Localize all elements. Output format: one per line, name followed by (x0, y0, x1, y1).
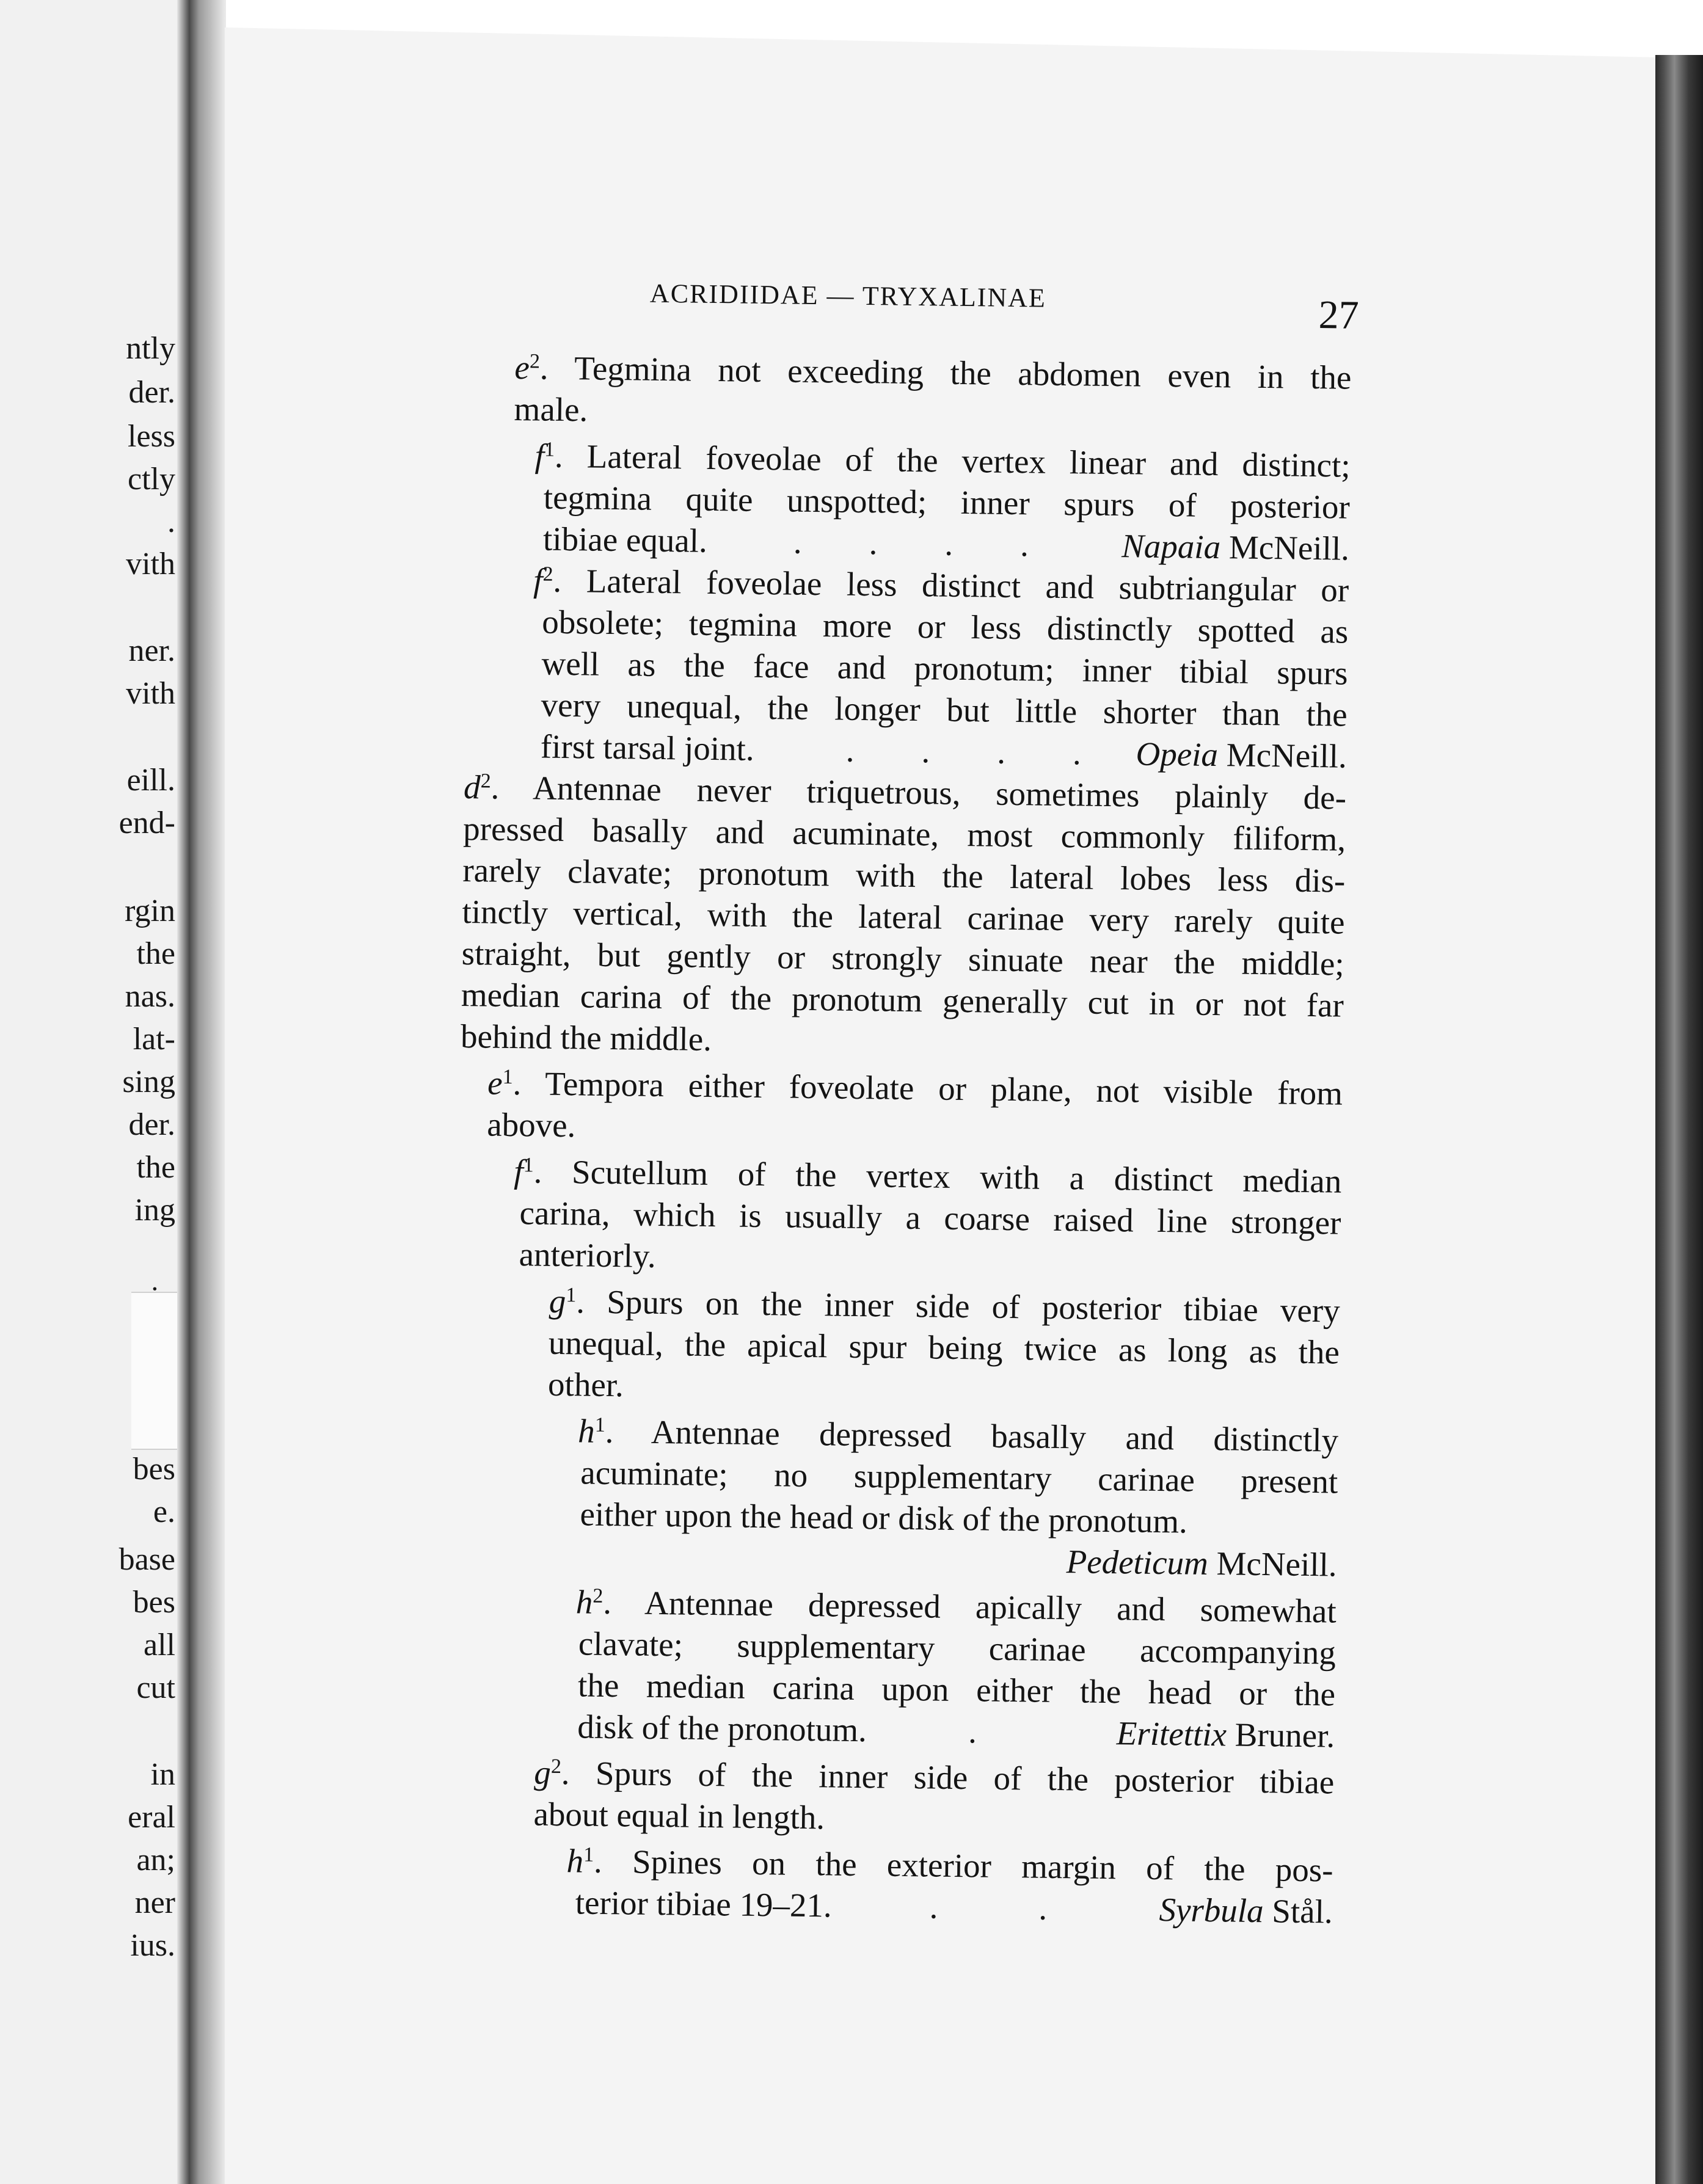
key-line: $f^1$. Lateral foveolae of the vertex linear and distinct; (534, 437, 1351, 484)
entry-text: pressed basally and acuminate, most commonly filiform, (462, 810, 1346, 858)
key-number: 1 (544, 438, 555, 461)
key-line: tibiae equal. . . . . Napaia McNeill. (542, 520, 1350, 567)
entry-text: clavate; supplementary carinae accompanying (578, 1625, 1337, 1672)
left-page-fragment: ius. (130, 1928, 175, 1963)
key-line: $h^1$. Spines on the exterior margin of the pos- (566, 1842, 1333, 1889)
left-page-fragment: end- (119, 806, 175, 840)
left-page-fragment: sing (122, 1065, 175, 1099)
entry-text: Lateral foveolae less distinct and subtriangular or (586, 562, 1349, 609)
page-number: 27 (1318, 293, 1360, 338)
genus-author: Bruner. (1234, 1716, 1335, 1755)
left-page-fragment: the (136, 1150, 175, 1185)
entry-text: Lateral foveolae of the vertex linear and distinct; (586, 437, 1351, 484)
entry-text: Tempora either foveolate or plane, not visible from (544, 1065, 1343, 1112)
genus-name: Syrbula (1159, 1891, 1264, 1930)
left-page-fragment: less (128, 419, 175, 454)
entry-text: tibiae equal. (542, 520, 708, 559)
key-line (514, 391, 588, 428)
genus-name: Eritettix (1116, 1714, 1227, 1753)
entry-text: behind the middle. (460, 1017, 712, 1058)
entry-text: unequal, the apical spur being twice as long as the (548, 1323, 1340, 1371)
left-page-fragment: ing (134, 1193, 175, 1228)
key-number: 2 (593, 1584, 604, 1607)
key-line: $h^1$. Antennae depressed basally and distinctly (577, 1412, 1339, 1459)
entry-text: first tarsal joint. (540, 727, 755, 768)
key-line (544, 479, 1351, 526)
key-letter: d (463, 768, 481, 806)
left-page-fragment: bes (133, 1452, 175, 1487)
entry-text: Scutellum of the vertex with a distinct median (571, 1153, 1342, 1200)
left-page-fragment: der. (128, 375, 175, 410)
genus-author: McNeill. (1216, 1545, 1338, 1584)
left-page-fragment: vith (126, 547, 175, 581)
left-page-fragment: cut (136, 1670, 175, 1705)
left-page-fragment: ctly (128, 462, 175, 497)
key-letter: h (566, 1842, 584, 1880)
running-head: ACRIDIIDAE — TRYXALINAE (649, 278, 1047, 313)
left-page-fragment: . (167, 504, 175, 539)
key-line: $f^2$. Lateral foveolae less distinct and subtriangular or (533, 561, 1349, 609)
entry-text: Antennae depressed apically and somewhat (644, 1584, 1337, 1630)
key-line (580, 1496, 1187, 1540)
key-line: first tarsal joint. . . . . Opeia McNeill. (540, 727, 1347, 775)
left-page-fragment: all (144, 1628, 175, 1662)
key-letter: f (534, 437, 545, 475)
genus-name: Opeia (1136, 735, 1219, 774)
left-page-fragment: lat- (133, 1022, 175, 1057)
key-line (519, 1236, 656, 1275)
left-page-fragment: eral (128, 1800, 175, 1835)
genus-author: McNeill. (1228, 528, 1350, 567)
entry-text: above. (486, 1105, 576, 1145)
key-line (578, 1667, 1336, 1713)
entry-text: anteriorly. (519, 1236, 657, 1275)
key-line: $h^2$. Antennae depressed apically and somewhat (575, 1583, 1337, 1630)
left-page-fragment: the (136, 936, 175, 971)
key-line: $g^2$. Spurs of the inner side of the posterior tibiae (534, 1753, 1335, 1801)
left-page-fragment: der. (128, 1107, 175, 1142)
key-letter: e (514, 348, 530, 387)
entry-text: male. (514, 390, 588, 429)
entry-text: Spurs on the inner side of posterior tibiae very (606, 1283, 1341, 1330)
entry-text: the median carina upon either the head or the (577, 1666, 1336, 1713)
entry-text: acuminate; no supplementary carinae present (580, 1454, 1338, 1501)
genus-name: Pedeticum (1066, 1543, 1209, 1582)
key-line (461, 935, 1344, 983)
genus-name: Napaia (1121, 527, 1221, 566)
left-page-fragment: vith (126, 676, 175, 711)
key-number: 1 (502, 1065, 513, 1089)
key-number: 1 (594, 1413, 606, 1436)
key-line (462, 852, 1346, 900)
key-line: $e^1$. Tempora either foveolate or plane, not visible from (487, 1064, 1343, 1112)
key-line (549, 1325, 1340, 1371)
entry-text: other. (547, 1365, 624, 1404)
key-line (541, 687, 1347, 733)
key-line (578, 1625, 1337, 1671)
entry-text: Antennae never triquetrous, sometimes plainly de- (532, 769, 1347, 817)
key-line (541, 646, 1348, 692)
key-line: terior tibiae 19–21. . . Syrbula Stål. (575, 1884, 1333, 1931)
key-number: 2 (550, 1755, 562, 1778)
left-page-fragment: ntly (126, 331, 175, 366)
genus-author: Stål. (1272, 1892, 1333, 1931)
left-page-fragment: nas. (125, 979, 175, 1014)
key-number: 1 (566, 1284, 577, 1307)
key-number: 2 (480, 770, 491, 793)
key-letter: g (534, 1753, 552, 1791)
entry-text: either upon the head or disk of the pronotum. (580, 1495, 1188, 1540)
left-page-fragment: an; (136, 1843, 175, 1877)
left-page-fragment: base (119, 1542, 175, 1577)
key-line (548, 1366, 624, 1404)
entry-text: Antennae depressed basally and distinctly (651, 1413, 1339, 1459)
key-number: 1 (523, 1154, 534, 1177)
key-line (463, 810, 1346, 858)
key-line: disk of the pronotum. . Eritettix Bruner. (577, 1708, 1335, 1755)
entry-text: tinctly vertical, with the lateral carinae very rarely quite (462, 893, 1345, 941)
key-line (487, 1107, 576, 1145)
entry-text: median carina of the pronotum generally cut in or not far (461, 975, 1344, 1024)
entry-text: straight, but gently or strongly sinuate near the middle; (461, 934, 1345, 983)
entry-text: Spurs of the inner side of the posterior tibiae (595, 1754, 1335, 1801)
entry-text: Tegmina not exceeding the abdomen even in the (574, 349, 1352, 396)
key-line (542, 604, 1349, 650)
key-line: $f^1$. Scutellum of the vertex with a distinct median (514, 1152, 1342, 1200)
key-line (579, 1537, 1337, 1583)
key-letter: e (487, 1064, 503, 1102)
key-line: $d^2$. Antennae never triquetrous, sometimes plainly de- (463, 768, 1347, 817)
left-page-fragment: eill. (126, 763, 175, 798)
key-line (462, 894, 1345, 941)
left-page-fragment: bes (133, 1585, 175, 1620)
key-letter: g (549, 1282, 566, 1320)
entry-text: about equal in length. (533, 1795, 825, 1836)
key-line: $g^1$. Spurs on the inner side of posterior tibiae very (549, 1282, 1341, 1330)
entry-text: carina, which is usually a coarse raised line stronger (519, 1194, 1341, 1242)
entry-text: disk of the pronotum. (577, 1708, 867, 1749)
key-line (580, 1454, 1338, 1500)
entry-text: tegmina quite unspotted; inner spurs of posterior (543, 478, 1351, 526)
genus-author: McNeill. (1226, 736, 1347, 775)
entry-text: very unequal, the longer but little shorter than the (541, 686, 1348, 733)
left-page-fragment: rgin (125, 894, 175, 928)
key-line (461, 977, 1344, 1024)
key-line (461, 1018, 712, 1058)
entry-text: rarely clavate; pronotum with the lateral lobes less dis- (462, 851, 1346, 900)
entry-text: Spines on the exterior margin of the pos- (632, 1843, 1333, 1889)
key-line (519, 1195, 1341, 1241)
key-line: $e^2$. Tegmina not exceeding the abdomen even in the (514, 348, 1352, 396)
left-page-fragment: ner (134, 1885, 175, 1920)
key-letter: f (514, 1152, 524, 1190)
key-number: 1 (583, 1843, 594, 1866)
left-page-fragment: ner. (128, 633, 175, 668)
key-number: 2 (529, 350, 541, 373)
entry-text: obsolete; tegmina more or less distinctly spotted as (542, 603, 1349, 650)
key-letter: h (577, 1412, 596, 1450)
key-letter: f (533, 561, 543, 599)
entry-text: terior tibiae 19–21. (575, 1884, 833, 1924)
key-letter: h (575, 1583, 593, 1621)
entry-text: well as the face and pronotum; inner tibial spurs (541, 644, 1348, 692)
left-page-fragment: in (150, 1757, 175, 1792)
left-page-fragment: e. (153, 1494, 175, 1529)
key-number: 2 (542, 562, 553, 586)
key-line (533, 1796, 825, 1836)
